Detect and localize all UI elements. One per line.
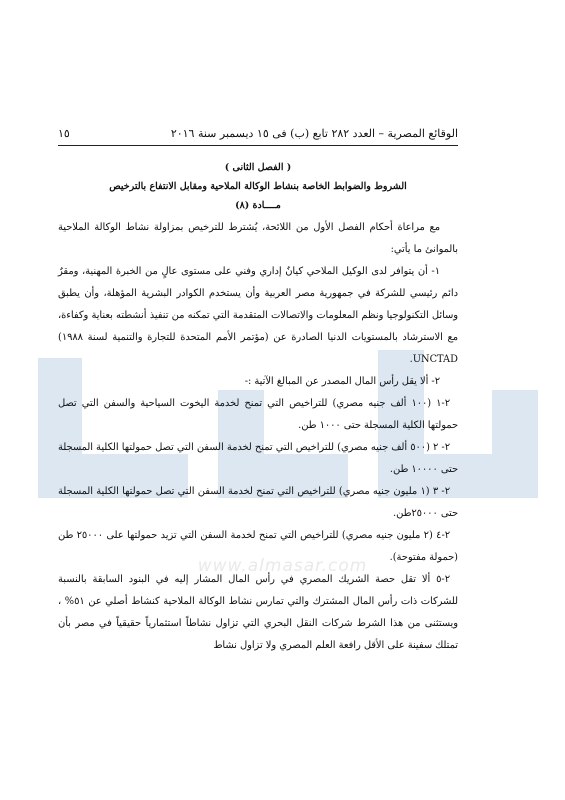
list-item: ٢- ٣ (١ مليون جنيه مصري) للتراخيص التي تمنح لخدمة السفن التي تصل حمولتها الكلية المسجلة حتى ٢٥٠٠٠طن. xyxy=(58,486,458,519)
header-title: الوقائع المصرية – العدد ٢٨٢ تابع (ب) فى ١٥ ديسمبر سنة ٢٠١٦ xyxy=(170,127,458,140)
list-item: ٢-١ (١٠٠ ألف جنيه مصري) للتراخيص التي تمنح لخدمة اليخوت السياحية والسفن التي تصل حمولتها الكلية المسجلة حتى ١٠٠٠ طن. xyxy=(58,398,458,431)
document-page xyxy=(58,126,458,657)
list-item: ٢- ٢ (٥٠٠ ألف جنيه مصري) للتراخيص التي تمنح لخدمة السفن التي تصل حمولتها الكلية المسجلة حتى ١٠٠٠٠ طن. xyxy=(58,442,458,475)
page-number: ١٥ xyxy=(58,127,70,140)
watermark-url: www.almasar.com xyxy=(197,556,368,576)
list-item: ٢-٥ ألا تقل حصة الشريك المصري في رأس المال المشار إليه في البنود السابقة بالنسبة للشركات ذات رأس المال المشترك والتي تمارس نشاط الوكالة الملاحية كنشاط أصلي عن ٥١% ، ويستثنى من هذا الشرط شركات النقل البحري التي تزاول نشاطاً استثمارياً حقيقياً في مصر بأن تمتلك سفينة على الأقل رافعة العلم المصري ولا تزاول نشاط xyxy=(58,574,458,651)
list-item: ٢-٤ (٢ مليون جنيه مصري) للتراخيص التي تمنح لخدمة السفن التي تزيد حمولتها على ٢٥٠٠٠ طن (حمولة مفتوحة). xyxy=(58,530,458,563)
article-title: مــــادة (٨) xyxy=(235,200,281,211)
list-item: ٢- ألا يقل رأس المال المصدر عن المبالغ الآتية :- xyxy=(244,376,440,387)
chapter-title: ( الفصل الثانى ) xyxy=(224,162,292,173)
subject-title: الشروط والضوابط الخاصة بنشاط الوكالة الملاحية ومقابل الانتفاع بالترخيص xyxy=(109,181,407,192)
page-header xyxy=(58,126,458,146)
list-item: ١- أن يتوافر لدى الوكيل الملاحي كيانٌ إداري وفني على مستوى عالٍ من الخبرة المهنية، ومقرٌ دائم رئيسي للشركة في جمهورية مصر العربية وأن يستخدم الكوادر البشرية المؤهلة، وأن يطبق وسائل التكنولوجيا ونظم المعلومات والاتصالات المتقدمة التي تمكنه من تنفيذ أنشطته بعناية وكفاءة، مع الاسترشاد بالمستويات الدنيا الصادرة عن (مؤتمر الأمم المتحدة للتجارة والتنمية لسنة ١٩٨٨) UNCTAD. xyxy=(58,266,458,365)
intro-paragraph: مع مراعاة أحكام الفصل الأول من اللائحة، يُشترط للترخيص بمزاولة نشاط الوكالة الملاحية بالموانئ ما يأتي: xyxy=(58,222,458,255)
